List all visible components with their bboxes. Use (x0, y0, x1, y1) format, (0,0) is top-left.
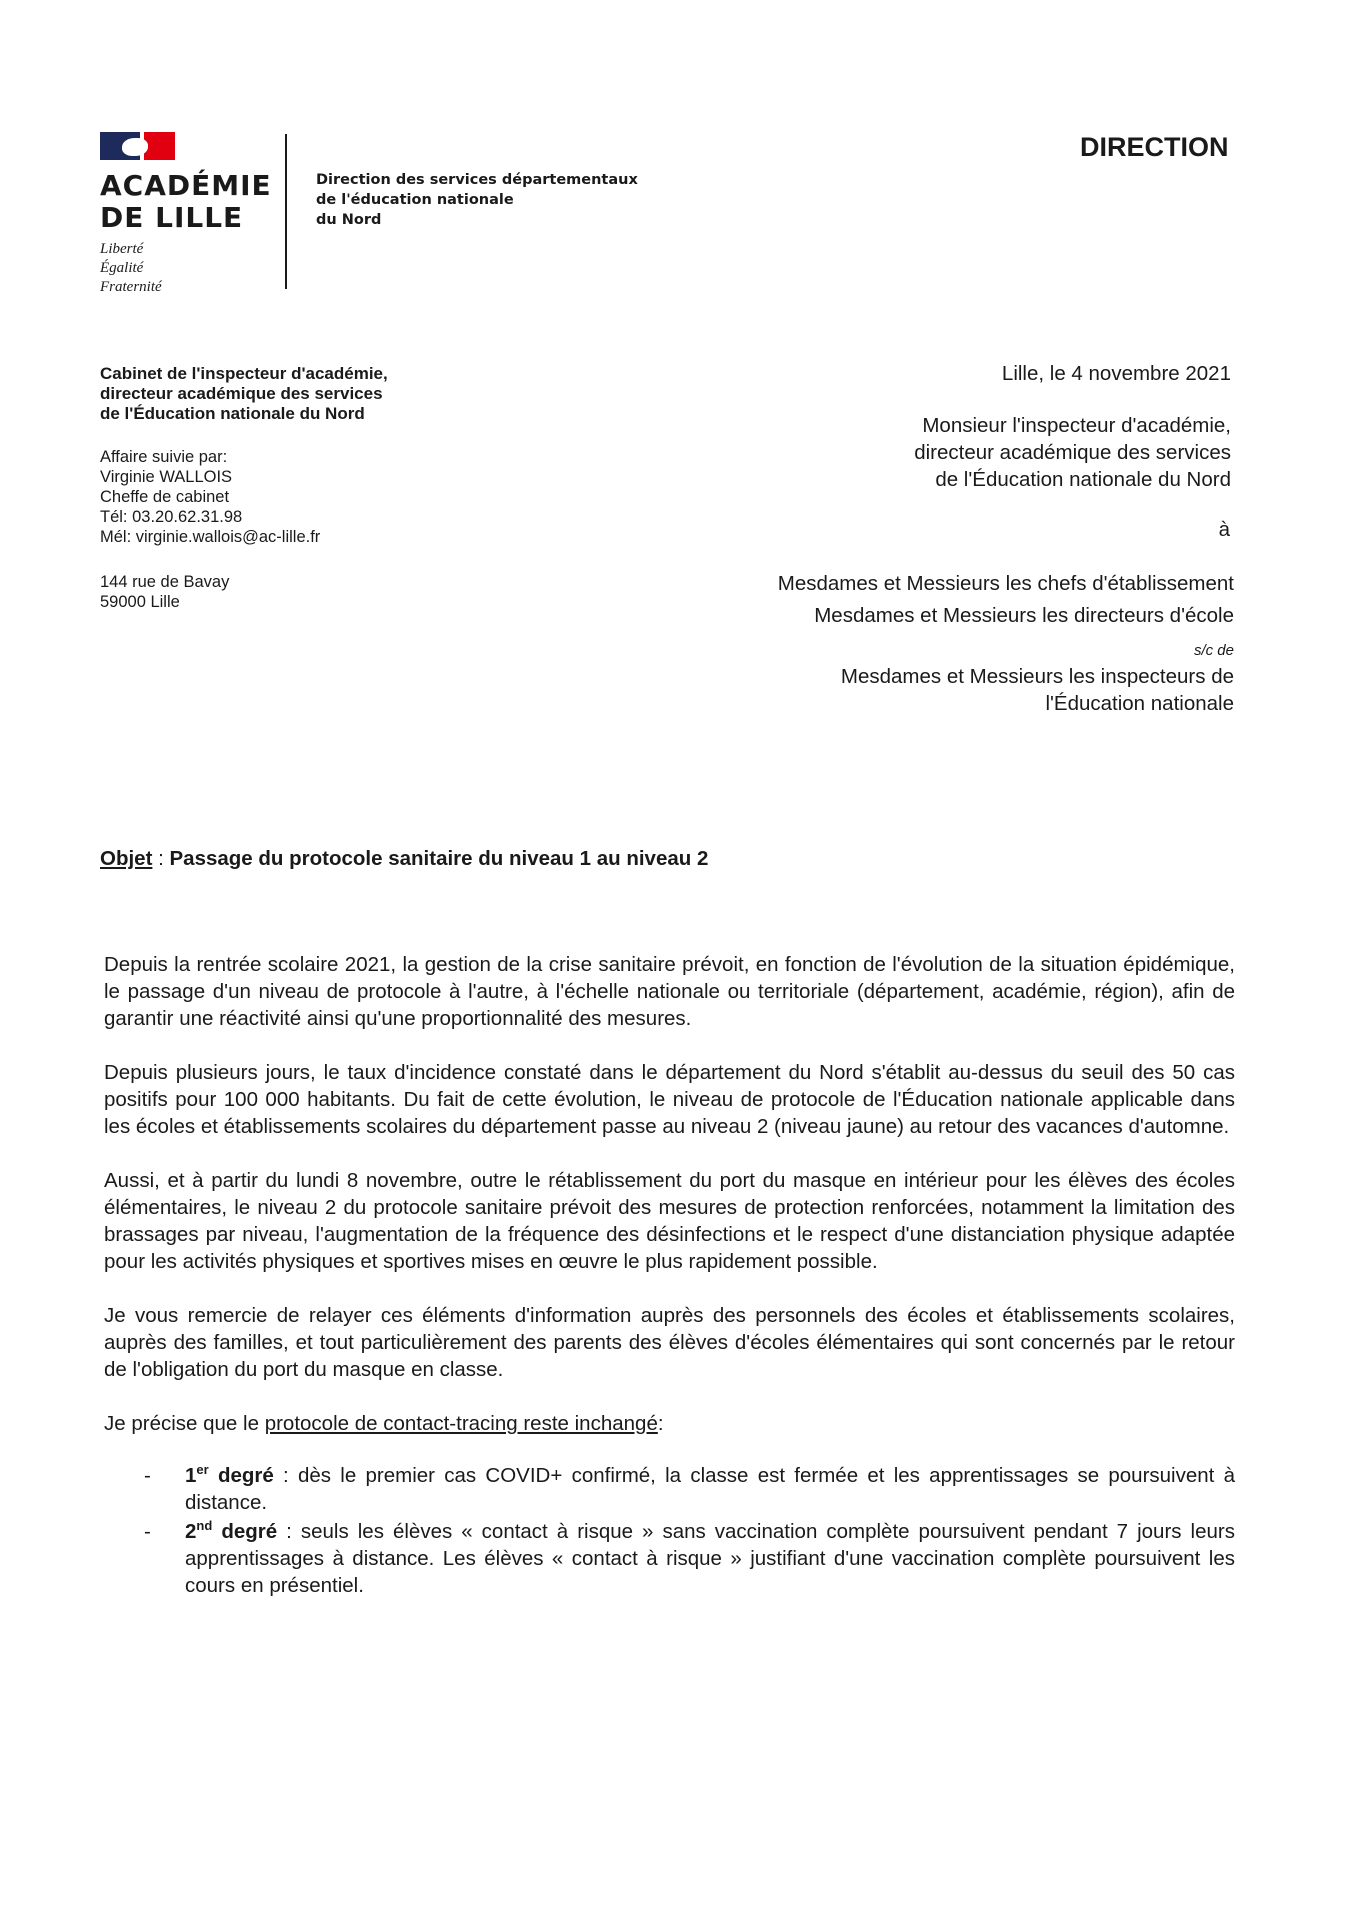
subject-colon: : (152, 847, 170, 870)
sender-title-line: directeur académique des services (914, 441, 1231, 464)
subject-label: Objet (100, 847, 153, 870)
list-dash: - (144, 1520, 151, 1543)
contact-line: Affaire suivie par: (100, 448, 228, 466)
devise-fraternite: Fraternité (100, 279, 162, 295)
degree-sup: nd (196, 1518, 213, 1534)
paragraph-5-colon: : (657, 1412, 664, 1435)
sc-de: s/c de (1193, 642, 1234, 659)
address-line: 59000 Lille (100, 593, 180, 611)
paragraph-3: Aussi, et à partir du lundi 8 novembre, outre le rétablissement du port du masque en intérieur pour les élèves des écoles élémentaires, le niveau 2 du protocole sanitaire prévoit des mesures de protection renforcées, notamment la limitation des brassages par niveau, l'augmentation de la fréquence des désinfections et le respect d'une distanciation physique adaptée pour les activités physiques et sportives mises en œuvre le plus rapidement possible. (104, 1169, 1235, 1273)
service-line: Direction des services départementaux (316, 172, 638, 188)
contact-role: Cheffe de cabinet (100, 488, 230, 506)
degree-list (104, 1462, 1235, 1599)
service-name (316, 170, 638, 230)
sender-title (914, 412, 1231, 493)
contact-block (100, 447, 320, 547)
degree-text: : seuls les élèves « contact à risque » sans vaccination complète poursuivent pendant 7 jours leurs apprentissages à distance. Les élèves « contact à risque » justifiant d'une vaccination complète poursuivent les cours en présentiel. (185, 1520, 1235, 1597)
logo-line-2: DE LILLE (100, 201, 244, 234)
contact-email: Mél: virginie.wallois@ac-lille.fr (100, 528, 321, 546)
list-item (104, 1518, 1235, 1599)
address-block (100, 572, 229, 612)
subject-line (100, 847, 708, 871)
list-dash: - (144, 1464, 151, 1487)
cabinet-line: de l'Éducation nationale du Nord (100, 404, 365, 423)
contact-name: Virginie WALLOIS (100, 468, 233, 486)
sender-title-line: de l'Éducation nationale du Nord (935, 468, 1231, 491)
academie-logo (100, 132, 280, 297)
recipient-line-2: Mesdames et Messieurs les directeurs d'école (814, 604, 1234, 627)
letter-body (104, 951, 1235, 1601)
cabinet-line: Cabinet de l'inspecteur d'académie, (100, 364, 388, 383)
paragraph-5 (104, 1410, 1235, 1437)
logo-line-1: ACADÉMIE (100, 169, 272, 202)
sender-title-line: Monsieur l'inspecteur d'académie, (922, 414, 1231, 437)
recipient-line-3 (841, 663, 1234, 717)
paragraph-5-text: Je précise que le (104, 1412, 265, 1435)
service-line: de l'éducation nationale (316, 192, 514, 208)
degree-label: degré (212, 1520, 278, 1543)
degree-number: 1 (185, 1464, 197, 1487)
cabinet-line: directeur académique des services (100, 384, 383, 403)
devise-liberte: Liberté (100, 241, 144, 257)
degree-sup: er (196, 1462, 209, 1478)
degree-label: degré (208, 1464, 274, 1487)
address-line: 144 rue de Bavay (100, 573, 230, 591)
subject-text: Passage du protocole sanitaire du niveau 1 au niveau 2 (169, 847, 709, 870)
paragraph-2: Depuis plusieurs jours, le taux d'incidence constaté dans le département du Nord s'établit au-dessus du seuil des 50 cas positifs pour 100 000 habitants. Du fait de cette évolution, le niveau de protocole de l'Éducation nationale applicable dans les écoles et établissements scolaires du département passe au niveau 2 (niveau jaune) au retour des vacances d'automne. (104, 1061, 1235, 1138)
place-date: Lille, le 4 novembre 2021 (1001, 362, 1231, 385)
list-item (104, 1462, 1235, 1516)
degree-number: 2 (185, 1520, 197, 1543)
direction-heading: DIRECTION (1080, 132, 1229, 162)
recipient-line: l'Éducation nationale (1045, 692, 1234, 715)
cabinet-block (100, 364, 388, 424)
contact-phone: Tél: 03.20.62.31.98 (100, 508, 243, 526)
service-line: du Nord (316, 212, 382, 228)
logo-divider (285, 134, 287, 289)
devise-egalite: Égalité (100, 260, 144, 276)
to-word: à (1218, 518, 1230, 541)
contact-tracing-underlined: protocole de contact-tracing reste inchangé (264, 1412, 658, 1435)
recipient-line: Mesdames et Messieurs les inspecteurs de (840, 665, 1234, 688)
paragraph-4: Je vous remercie de relayer ces éléments d'information auprès des personnels des écoles et établissements scolaires, auprès des familles, et tout particulièrement des parents des élèves d'écoles élémentaires qui sont concernés par le retour de l'obligation du port du masque en classe. (104, 1304, 1235, 1381)
recipient-line-1: Mesdames et Messieurs les chefs d'établissement (777, 572, 1234, 595)
paragraph-1: Depuis la rentrée scolaire 2021, la gestion de la crise sanitaire prévoit, en fonction de l'évolution de la situation épidémique, le passage d'un niveau de protocole à l'autre, à l'échelle nationale ou territoriale (département, académie, région), afin de garantir une réactivité ainsi qu'une proportionnalité des mesures. (104, 953, 1235, 1030)
marianne-flag-icon (100, 132, 175, 160)
degree-text: : dès le premier cas COVID+ confirmé, la classe est fermée et les apprentissages se poursuivent à distance. (185, 1464, 1235, 1514)
